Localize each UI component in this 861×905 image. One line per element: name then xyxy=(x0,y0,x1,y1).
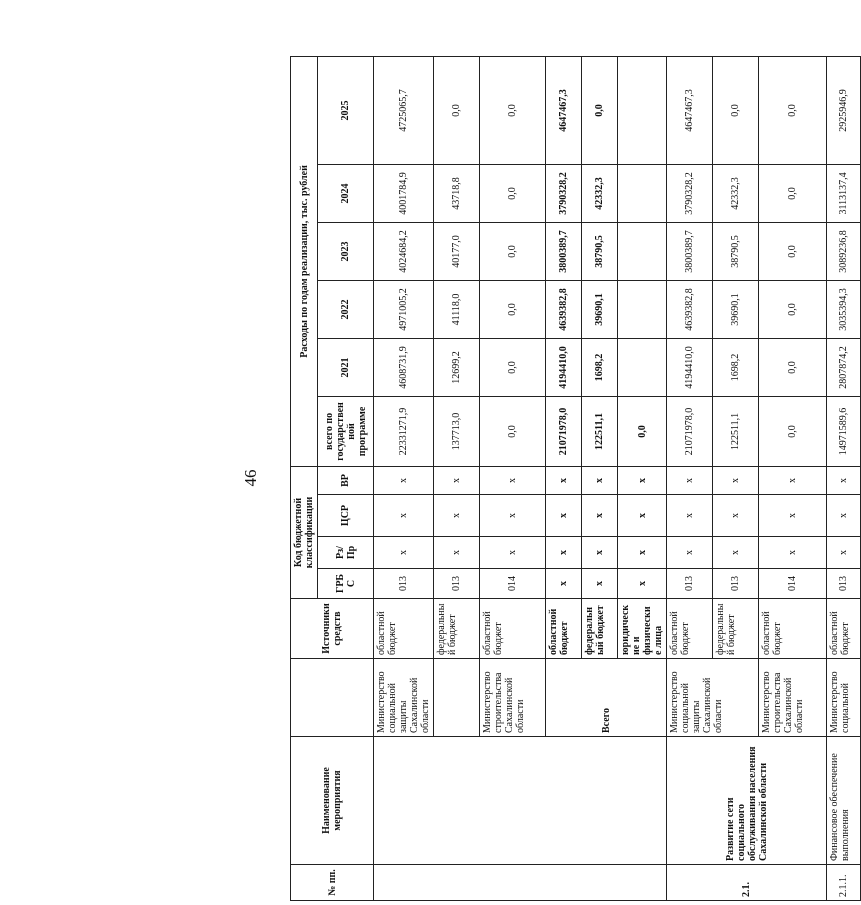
cell-rzpr: х xyxy=(618,537,667,569)
cell-rzpr: х xyxy=(582,537,618,569)
cell-source: областной бюджет xyxy=(374,599,434,659)
cell-grbs: х xyxy=(582,569,618,599)
cell-2023 xyxy=(618,222,667,280)
cell-vr: х xyxy=(667,466,713,494)
cell-vr: х xyxy=(480,466,546,494)
cell-2023: 4024684,2 xyxy=(374,222,434,280)
cell-2025: 4647467,3 xyxy=(667,56,713,164)
header-year-2021: 2021 xyxy=(318,338,374,396)
cell-2024 xyxy=(618,164,667,222)
cell-vr: х xyxy=(374,466,434,494)
cell-2025: 2925946,9 xyxy=(827,56,861,164)
cell-vr: х xyxy=(434,466,480,494)
cell-2022: 39690,1 xyxy=(713,280,759,338)
cell-2021: 1698,2 xyxy=(713,338,759,396)
cell-csr: х xyxy=(827,495,861,537)
cell-2022: 4639382,8 xyxy=(546,280,582,338)
cell-responsible xyxy=(434,659,480,737)
cell-grbs: 013 xyxy=(667,569,713,599)
cell-2024: 3790328,2 xyxy=(667,164,713,222)
cell-name xyxy=(374,737,667,865)
cell-responsible: Министерство социальной защиты Сахалинской области xyxy=(374,659,434,737)
cell-2022: 3035394,3 xyxy=(827,280,861,338)
header-num: № пп. xyxy=(291,865,374,901)
cell-total: 21071978,0 xyxy=(546,396,582,466)
cell-rzpr: х xyxy=(480,537,546,569)
cell-csr: х xyxy=(546,495,582,537)
cell-responsible: Министерство строительства Сахалинской области xyxy=(480,659,546,737)
cell-total-label: Всего xyxy=(546,659,667,737)
cell-2024: 3113137,4 xyxy=(827,164,861,222)
cell-csr: х xyxy=(759,495,827,537)
header-expenses-group: Расходы по годам реализации, тыс. рублей xyxy=(291,56,318,466)
cell-2021: 4194410,0 xyxy=(546,338,582,396)
cell-vr: х xyxy=(827,466,861,494)
header-vr: ВР xyxy=(318,466,374,494)
cell-vr: х xyxy=(759,466,827,494)
cell-rzpr: х xyxy=(374,537,434,569)
table-row xyxy=(827,56,861,900)
header-year-2022: 2022 xyxy=(318,280,374,338)
cell-2021: 12699,2 xyxy=(434,338,480,396)
cell-grbs: 013 xyxy=(434,569,480,599)
cell-total: 21071978,0 xyxy=(667,396,713,466)
cell-2023: 0,0 xyxy=(480,222,546,280)
header-year-2024: 2024 xyxy=(318,164,374,222)
cell-total: 0,0 xyxy=(759,396,827,466)
cell-csr: х xyxy=(582,495,618,537)
cell-2023: 40177,0 xyxy=(434,222,480,280)
cell-2025: 0,0 xyxy=(713,56,759,164)
cell-2022: 4639382,8 xyxy=(667,280,713,338)
cell-csr: х xyxy=(713,495,759,537)
cell-2023: 0,0 xyxy=(759,222,827,280)
cell-num: 2.1.1. xyxy=(827,865,861,901)
cell-grbs: 014 xyxy=(759,569,827,599)
cell-vr: х xyxy=(713,466,759,494)
cell-csr: х xyxy=(434,495,480,537)
cell-2024: 42332,3 xyxy=(713,164,759,222)
cell-source: федеральный бюджет xyxy=(713,599,759,659)
cell-source: федеральный бюджет xyxy=(434,599,480,659)
cell-2025: 4725065,7 xyxy=(374,56,434,164)
cell-2025: 0,0 xyxy=(582,56,618,164)
cell-2023: 3800389,7 xyxy=(546,222,582,280)
cell-rzpr: х xyxy=(434,537,480,569)
cell-rzpr: х xyxy=(827,537,861,569)
cell-2025: 0,0 xyxy=(480,56,546,164)
header-year-2023: 2023 xyxy=(318,222,374,280)
cell-responsible: Министерство социальной xyxy=(827,659,861,737)
cell-source: областной бюджет xyxy=(480,599,546,659)
cell-name: Финансовое обеспечение выполнения xyxy=(827,737,861,865)
cell-source: областной бюджет xyxy=(759,599,827,659)
cell-grbs: 013 xyxy=(827,569,861,599)
cell-2024: 4001784,9 xyxy=(374,164,434,222)
table-row xyxy=(374,56,434,900)
cell-rzpr: х xyxy=(759,537,827,569)
cell-csr: х xyxy=(667,495,713,537)
cell-2024: 3790328,2 xyxy=(546,164,582,222)
cell-total: 137713,0 xyxy=(434,396,480,466)
header-sources: Источники средств xyxy=(291,599,374,659)
cell-grbs: 014 xyxy=(480,569,546,599)
header-code-group: Код бюджетной классификации xyxy=(291,466,318,598)
cell-2024: 0,0 xyxy=(480,164,546,222)
cell-vr: х xyxy=(582,466,618,494)
cell-grbs: х xyxy=(546,569,582,599)
cell-2025 xyxy=(618,56,667,164)
cell-source: областной бюджет xyxy=(667,599,713,659)
cell-source: областной бюджет xyxy=(546,599,582,659)
cell-2022: 4971005,2 xyxy=(374,280,434,338)
cell-grbs: 013 xyxy=(713,569,759,599)
cell-2024: 42332,3 xyxy=(582,164,618,222)
budget-table xyxy=(290,56,861,901)
cell-csr: х xyxy=(374,495,434,537)
cell-2021: 4608731,9 xyxy=(374,338,434,396)
cell-2021: 0,0 xyxy=(480,338,546,396)
table-row xyxy=(667,56,713,900)
header-name: Наименование мероприятия xyxy=(291,737,374,865)
cell-rzpr: х xyxy=(713,537,759,569)
header-grbs: ГРБС xyxy=(318,569,374,599)
cell-rzpr: х xyxy=(546,537,582,569)
cell-2021: 2807874,2 xyxy=(827,338,861,396)
cell-total: 0,0 xyxy=(480,396,546,466)
cell-2022: 0,0 xyxy=(759,280,827,338)
cell-2025: 0,0 xyxy=(759,56,827,164)
header-rzpr: Рз/ Пр xyxy=(318,537,374,569)
cell-2025: 4647467,3 xyxy=(546,56,582,164)
header-row-1 xyxy=(291,56,318,900)
header-year-2025: 2025 xyxy=(318,56,374,164)
cell-total: 14971589,6 xyxy=(827,396,861,466)
cell-2021: 0,0 xyxy=(759,338,827,396)
cell-2022: 0,0 xyxy=(480,280,546,338)
cell-vr: х xyxy=(546,466,582,494)
cell-total: 122511,1 xyxy=(713,396,759,466)
cell-source: юридические и физические лица xyxy=(618,599,667,659)
cell-total: 22331271,9 xyxy=(374,396,434,466)
cell-responsible: Министерство социальной защиты Сахалинской области xyxy=(667,659,759,737)
cell-2023: 3800389,7 xyxy=(667,222,713,280)
cell-source: федеральный бюджет xyxy=(582,599,618,659)
cell-num: 2.1. xyxy=(667,865,827,901)
cell-2021: 1698,2 xyxy=(582,338,618,396)
cell-2022: 39690,1 xyxy=(582,280,618,338)
header-csr: ЦСР xyxy=(318,495,374,537)
cell-2022: 41118,0 xyxy=(434,280,480,338)
cell-grbs: 013 xyxy=(374,569,434,599)
cell-source: областной бюджет xyxy=(827,599,861,659)
cell-2021 xyxy=(618,338,667,396)
cell-responsible: Министерство строительства Сахалинской области xyxy=(759,659,827,737)
cell-num xyxy=(374,865,667,901)
cell-name: Развитие сети социального обслуживания населения Сахалинской области xyxy=(667,737,827,865)
header-responsible xyxy=(291,659,374,737)
cell-2021: 4194410,0 xyxy=(667,338,713,396)
cell-2023: 38790,5 xyxy=(713,222,759,280)
cell-2023: 38790,5 xyxy=(582,222,618,280)
cell-2023: 3089236,8 xyxy=(827,222,861,280)
cell-total: 122511,1 xyxy=(582,396,618,466)
cell-vr: х xyxy=(618,466,667,494)
page-number: 46 xyxy=(241,469,260,487)
cell-2024: 0,0 xyxy=(759,164,827,222)
cell-rzpr: х xyxy=(667,537,713,569)
header-total: всего по государственной программе xyxy=(318,396,374,466)
cell-csr: х xyxy=(480,495,546,537)
cell-2022 xyxy=(618,280,667,338)
cell-grbs: х xyxy=(618,569,667,599)
cell-2024: 43718,8 xyxy=(434,164,480,222)
rotated-page xyxy=(290,57,851,901)
cell-total: 0,0 xyxy=(618,396,667,466)
cell-csr: х xyxy=(618,495,667,537)
cell-2025: 0,0 xyxy=(434,56,480,164)
